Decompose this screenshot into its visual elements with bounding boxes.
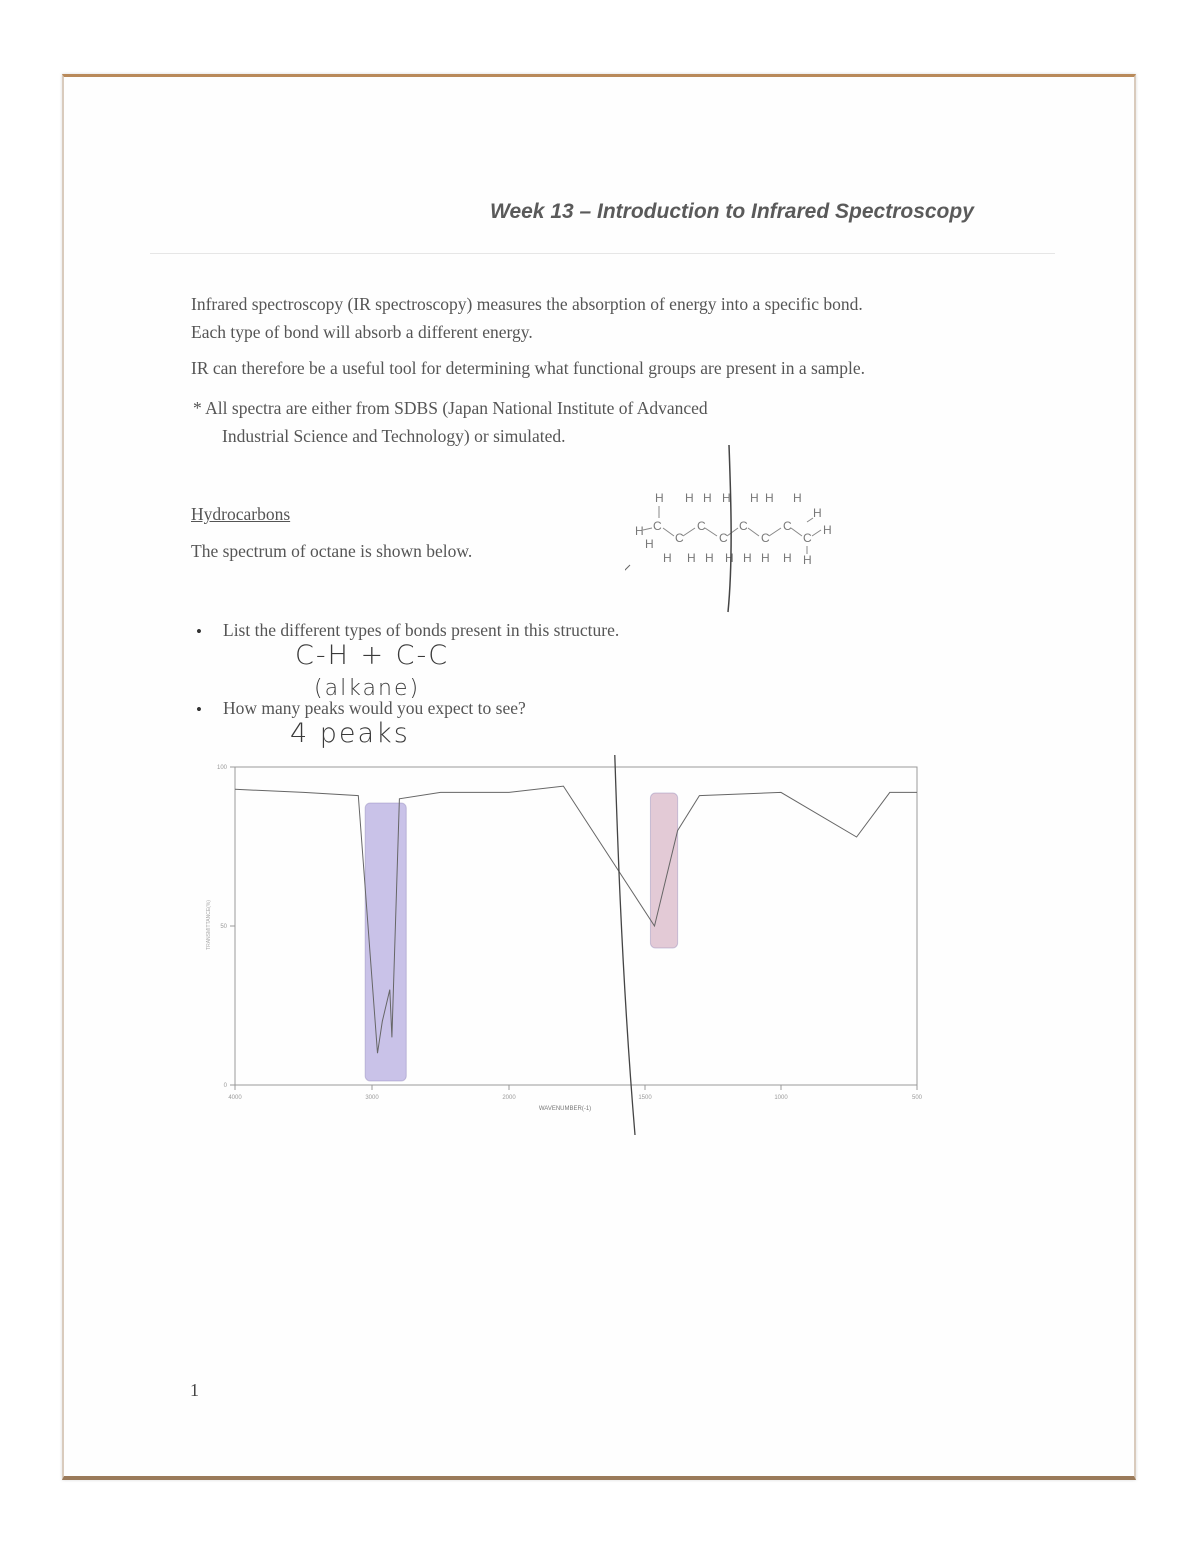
y-axis-label: TRANSMITTANCE(%) [206,900,212,950]
atom-h: H [765,491,774,505]
intro-line-2: Each type of bond will absorb a different energy. [191,322,533,342]
handwritten-answer-2: 4 peaks [290,718,410,749]
atom-c: C [783,519,792,533]
plot-frame [235,767,917,1085]
question-2: How many peaks would you expect to see? [223,698,526,718]
atom-c: C [697,519,706,533]
atom-h: H [813,506,822,520]
ir-spectrum-chart [200,755,940,1145]
atom-h: H [635,524,644,538]
y-tick-label: 100 [216,765,227,771]
question-1: List the different types of bonds present in this structure. [223,620,620,640]
atom-h: H [743,551,752,565]
atom-h: H [722,491,731,505]
x-tick-label: 3000 [365,1095,379,1101]
source-note-2: Industrial Science and Technology) or simulated. [222,426,566,446]
atom-h: H [725,551,734,565]
atom-c: C [653,519,662,533]
x-tick-label: 4000 [228,1095,242,1101]
atom-h: H [793,491,802,505]
octane-structure [625,440,850,620]
handwritten-note: (alkane) [314,676,421,701]
atom-h: H [645,537,654,551]
atom-h: H [783,551,792,565]
source-note-1: * All spectra are either from SDBS (Japan National Institute of Advanced [193,398,708,418]
handwritten-answer-1: C-H + C-C [295,640,450,671]
atom-h: H [823,523,832,537]
atom-h: H [687,551,696,565]
x-tick-label: 500 [911,1095,923,1101]
atom-h: H [803,553,812,567]
section-caption: The spectrum of octane is shown below. [191,541,473,561]
highlight-region [365,803,406,1081]
bullet-1: • [196,622,202,641]
atom-h: H [655,491,664,505]
page-number: 1 [190,1380,199,1400]
x-tick-label: 1000 [774,1095,788,1101]
intro-line-3: IR can therefore be a useful tool for determining what functional groups are present in a sample. [191,358,865,378]
atom-h: H [705,551,714,565]
header-divider [150,253,1055,254]
section-heading: Hydrocarbons [191,504,291,524]
intro-line-1: Infrared spectroscopy (IR spectroscopy) measures the absorption of energy into a specific bond. [191,294,863,314]
y-tick-label: 0 [223,1083,227,1089]
atom-h: H [663,551,672,565]
atom-h: H [761,551,770,565]
atom-c: C [719,531,728,545]
spectrum-series-line [235,786,917,1053]
bullet-2: • [196,700,202,719]
x-axis-label: WAVENUMBER(-1) [538,1106,592,1112]
page-title: Week 13 – Introduction to Infrared Spectroscopy [490,200,974,223]
atom-h: H [750,491,759,505]
x-tick-label: 2000 [502,1095,516,1101]
atom-c: C [675,531,684,545]
atom-c: C [761,531,770,545]
atom-h: H [703,491,712,505]
atom-c: C [739,519,748,533]
x-tick-label: 1500 [638,1095,652,1101]
atom-c: C [803,531,812,545]
y-tick-label: 50 [220,924,227,930]
atom-h: H [685,491,694,505]
